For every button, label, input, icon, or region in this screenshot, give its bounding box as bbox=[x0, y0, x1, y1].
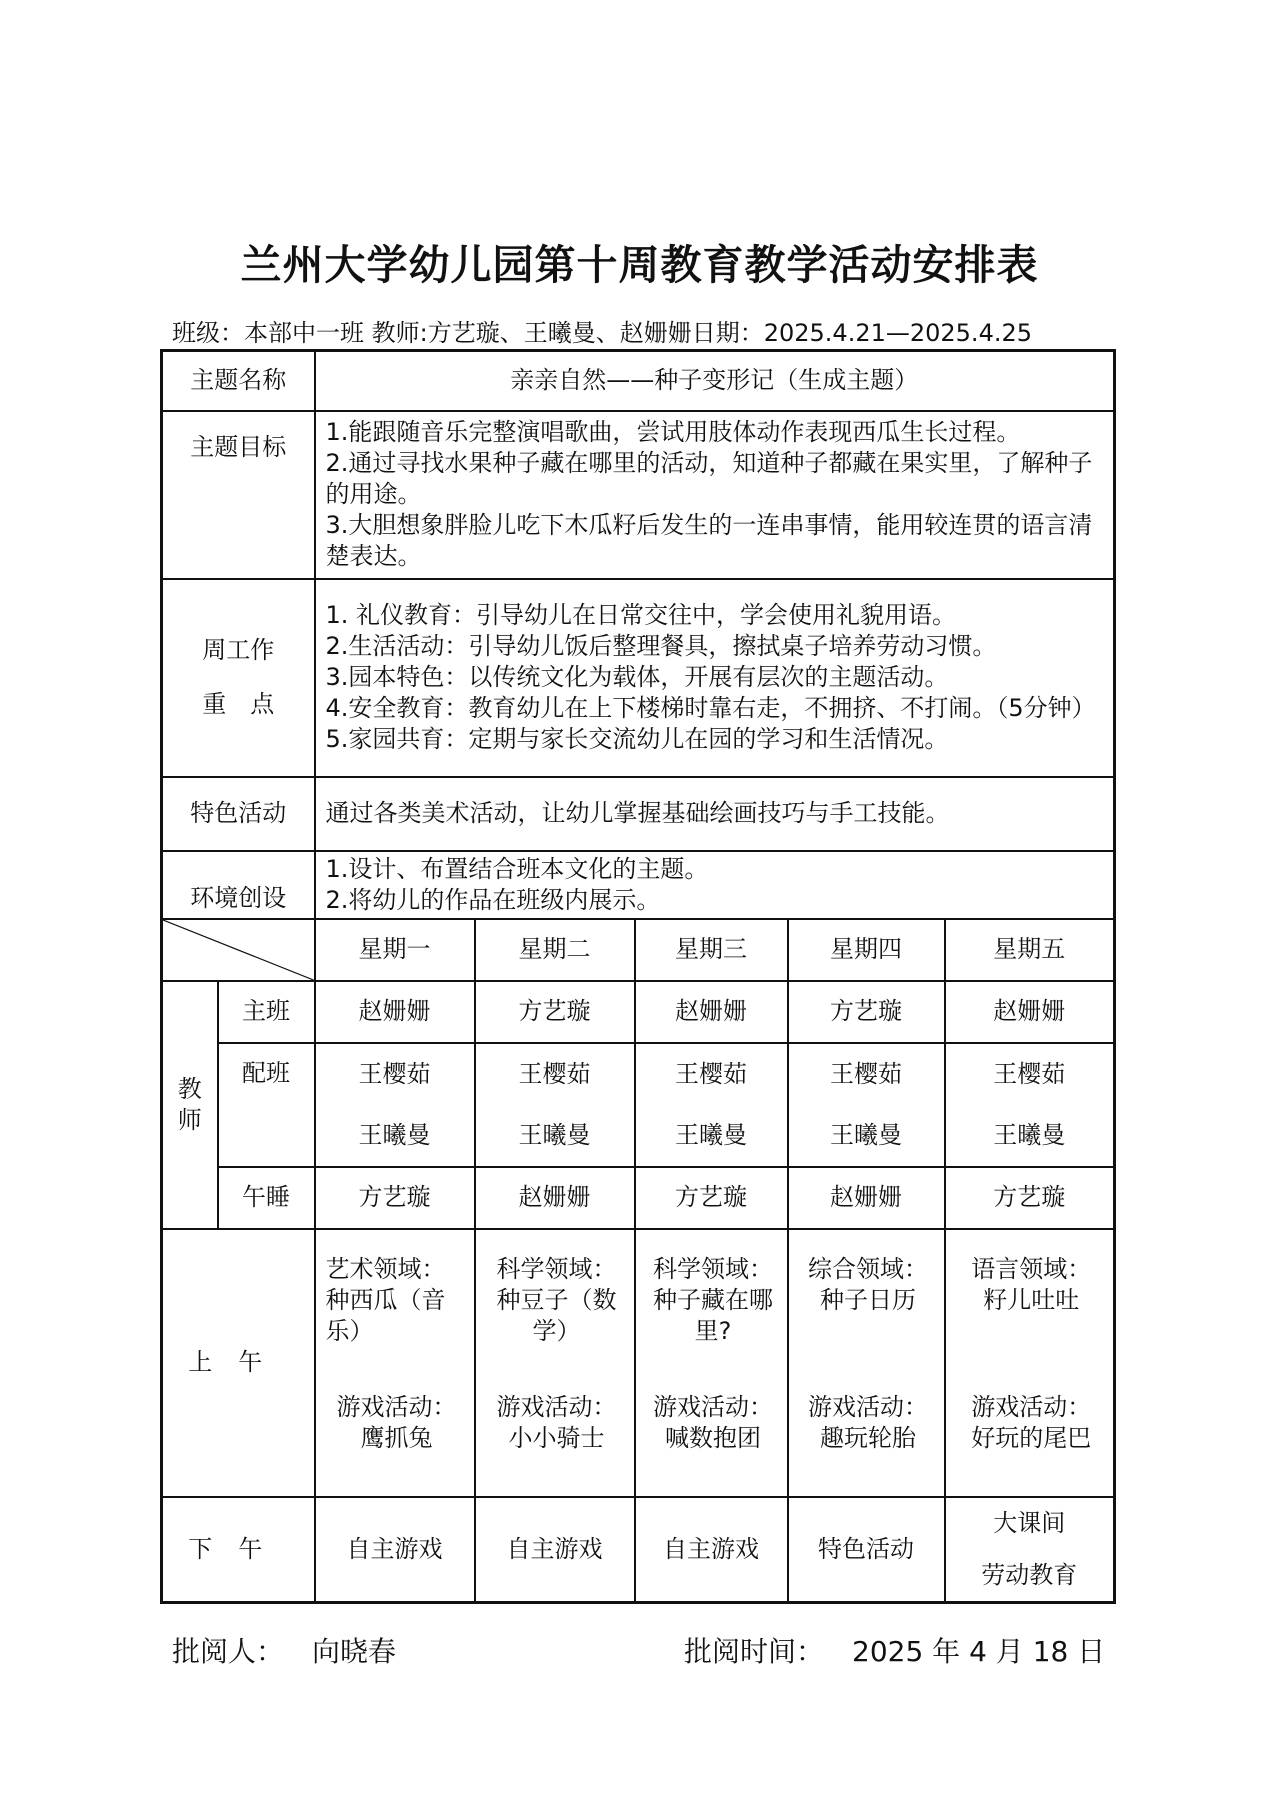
morning-activities bbox=[315, 1229, 475, 1497]
morning-activities bbox=[788, 1229, 945, 1497]
subject-activity: 种豆子（数学） bbox=[496, 1286, 617, 1346]
game-activity: 鹰抓兔 bbox=[360, 1424, 433, 1453]
assist-teacher-label: 配班 bbox=[218, 1043, 315, 1167]
assist-teacher: 王樱茹 bbox=[830, 1059, 902, 1088]
row-morning bbox=[162, 1229, 1115, 1497]
game-activity: 好玩的尾巴 bbox=[971, 1424, 1092, 1453]
main-teacher-label: 主班 bbox=[218, 981, 315, 1043]
assist-teachers bbox=[635, 1043, 788, 1167]
game-activity: 趣玩轮胎 bbox=[820, 1424, 916, 1453]
assist-teacher: 王樱茹 bbox=[675, 1059, 747, 1088]
focus-item: 2.生活活动：引导幼儿饭后整理餐具，擦拭桌子培养劳动习惯。 bbox=[325, 631, 997, 660]
assist-teacher: 王樱茹 bbox=[993, 1059, 1066, 1088]
teacher-group-label-2: 师 bbox=[177, 1105, 202, 1134]
diagonal-line bbox=[163, 920, 314, 980]
assist-teachers bbox=[475, 1043, 635, 1167]
afternoon-activity: 自主游戏 bbox=[315, 1497, 475, 1603]
game-label: 游戏活动： bbox=[971, 1392, 1092, 1421]
day-header: 星期三 bbox=[635, 919, 788, 981]
row-theme-goals bbox=[162, 411, 1115, 579]
weekly-focus-label-line2: 重 点 bbox=[202, 689, 275, 718]
afternoon-activity: 大课间 bbox=[993, 1509, 1066, 1538]
page-title: 兰州大学幼儿园第十周教育教学活动安排表 bbox=[240, 241, 1039, 289]
weekly-focus bbox=[315, 579, 1115, 777]
nap-teacher: 赵姗姗 bbox=[475, 1167, 635, 1229]
nap-teacher: 赵姗姗 bbox=[788, 1167, 945, 1229]
subject-activity: 籽儿吐吐 bbox=[983, 1286, 1080, 1315]
row-environment bbox=[162, 851, 1115, 919]
game-label: 游戏活动： bbox=[496, 1392, 617, 1421]
assist-teacher: 王樱茹 bbox=[518, 1059, 591, 1088]
schedule-table bbox=[160, 349, 1116, 1604]
subject-area: 艺术领域： bbox=[325, 1254, 446, 1283]
afternoon-activity: 自主游戏 bbox=[635, 1497, 788, 1603]
focus-item: 5.家园共育：定期与家长交流幼儿在园的学习和生活情况。 bbox=[325, 725, 949, 754]
morning-activities bbox=[945, 1229, 1115, 1497]
row-days bbox=[162, 919, 1115, 981]
afternoon-activity: 自主游戏 bbox=[475, 1497, 635, 1603]
main-teacher: 赵姗姗 bbox=[315, 981, 475, 1043]
main-teacher: 方艺璇 bbox=[475, 981, 635, 1043]
subject-area: 科学领域： bbox=[653, 1254, 773, 1283]
nap-teacher: 方艺璇 bbox=[315, 1167, 475, 1229]
row-weekly-focus bbox=[162, 579, 1115, 777]
nap-teacher: 方艺璇 bbox=[945, 1167, 1115, 1229]
assist-teachers bbox=[945, 1043, 1115, 1167]
subject-activity: 种子藏在哪里? bbox=[653, 1286, 773, 1346]
morning-label: 上午 bbox=[162, 1229, 315, 1497]
main-teacher: 方艺璇 bbox=[788, 981, 945, 1043]
assist-teacher: 王曦曼 bbox=[518, 1120, 591, 1149]
assist-teacher: 王曦曼 bbox=[675, 1120, 747, 1149]
assist-teachers bbox=[788, 1043, 945, 1167]
day-header: 星期四 bbox=[788, 919, 945, 981]
focus-item: 3.园本特色：以传统文化为载体，开展有层次的主题活动。 bbox=[325, 662, 949, 691]
special-activity: 通过各类美术活动，让幼儿掌握基础绘画技巧与手工技能。 bbox=[315, 777, 1115, 851]
diagonal-header-cell bbox=[162, 919, 315, 981]
review-time-label: 批阅时间： bbox=[684, 1635, 825, 1668]
afternoon-label: 下午 bbox=[162, 1497, 315, 1603]
theme-name-label: 主题名称 bbox=[162, 351, 315, 411]
main-teacher: 赵姗姗 bbox=[945, 981, 1115, 1043]
afternoon-activity: 特色活动 bbox=[788, 1497, 945, 1603]
assist-teacher: 王曦曼 bbox=[830, 1120, 902, 1149]
teacher-group-label-1: 教 bbox=[177, 1074, 202, 1103]
row-assist-teacher bbox=[162, 1043, 1115, 1167]
environment bbox=[315, 851, 1115, 919]
environment-item: 1.设计、布置结合班本文化的主题。 bbox=[325, 854, 709, 883]
day-header: 星期五 bbox=[945, 919, 1115, 981]
focus-item: 4.安全教育：教育幼儿在上下楼梯时靠右走，不拥挤、不打闹。（5分钟） bbox=[325, 694, 1096, 723]
weekly-focus-label bbox=[162, 579, 315, 777]
teacher-group-label bbox=[162, 981, 218, 1229]
row-nap-teacher bbox=[162, 1167, 1115, 1229]
subject-area: 科学领域： bbox=[496, 1254, 617, 1283]
subject-area: 语言领域： bbox=[971, 1254, 1092, 1283]
review-time bbox=[684, 1630, 1105, 1670]
reviewer-label: 批阅人： bbox=[172, 1635, 285, 1668]
reviewer bbox=[172, 1630, 396, 1670]
row-theme-name bbox=[162, 351, 1115, 411]
afternoon-activity: 劳动教育 bbox=[981, 1560, 1078, 1589]
subject-activity: 种西瓜（音乐） bbox=[325, 1286, 446, 1346]
main-teacher: 赵姗姗 bbox=[635, 981, 788, 1043]
goal-item: 3.大胆想象胖脸儿吃下木瓜籽后发生的一连串事情，能用较连贯的语言清楚表达。 bbox=[325, 511, 1093, 571]
goal-item: 2.通过寻找水果种子藏在哪里的活动，知道种子都藏在果实里，了解种子的用途。 bbox=[325, 448, 1093, 508]
theme-goals-label: 主题目标 bbox=[162, 411, 315, 579]
focus-item: 1. 礼仪教育：引导幼儿在日常交往中，学会使用礼貌用语。 bbox=[325, 600, 957, 629]
assist-teacher: 王曦曼 bbox=[993, 1120, 1066, 1149]
game-label: 游戏活动： bbox=[336, 1392, 457, 1421]
review-date: 2025 年 4 月 18 日 bbox=[852, 1635, 1106, 1668]
subject-area: 综合领域： bbox=[808, 1254, 928, 1283]
reviewer-name: 向晓春 bbox=[312, 1635, 397, 1668]
class-info: 班级：本部中一班 教师:方艺璇、王曦曼、赵姗姗日期：2025.4.21—2025.4.25 bbox=[172, 319, 1033, 347]
theme-name: 亲亲自然——种子变形记（生成主题） bbox=[315, 351, 1115, 411]
afternoon-activity-friday bbox=[945, 1497, 1115, 1603]
nap-teacher: 方艺璇 bbox=[635, 1167, 788, 1229]
game-label: 游戏活动： bbox=[653, 1392, 773, 1421]
game-activity: 喊数抱团 bbox=[665, 1424, 761, 1453]
theme-goals bbox=[315, 411, 1115, 579]
day-header: 星期二 bbox=[475, 919, 635, 981]
special-activity-label: 特色活动 bbox=[162, 777, 315, 851]
assist-teacher: 王曦曼 bbox=[358, 1120, 431, 1149]
assist-teachers bbox=[315, 1043, 475, 1167]
game-label: 游戏活动： bbox=[808, 1392, 928, 1421]
row-afternoon bbox=[162, 1497, 1115, 1603]
subject-activity: 种子日历 bbox=[820, 1286, 916, 1315]
row-special-activity bbox=[162, 777, 1115, 851]
game-activity: 小小骑士 bbox=[508, 1424, 605, 1453]
environment-item: 2.将幼儿的作品在班级内展示。 bbox=[325, 885, 661, 914]
environment-label: 环境创设 bbox=[162, 851, 315, 919]
assist-teacher: 王樱茹 bbox=[358, 1059, 431, 1088]
day-header: 星期一 bbox=[315, 919, 475, 981]
weekly-focus-label-line1: 周工作 bbox=[202, 636, 275, 665]
morning-activities bbox=[475, 1229, 635, 1497]
nap-teacher-label: 午睡 bbox=[218, 1167, 315, 1229]
goal-item: 1.能跟随音乐完整演唱歌曲，尝试用肢体动作表现西瓜生长过程。 bbox=[325, 417, 1021, 446]
row-main-teacher bbox=[162, 981, 1115, 1043]
morning-activities bbox=[635, 1229, 788, 1497]
